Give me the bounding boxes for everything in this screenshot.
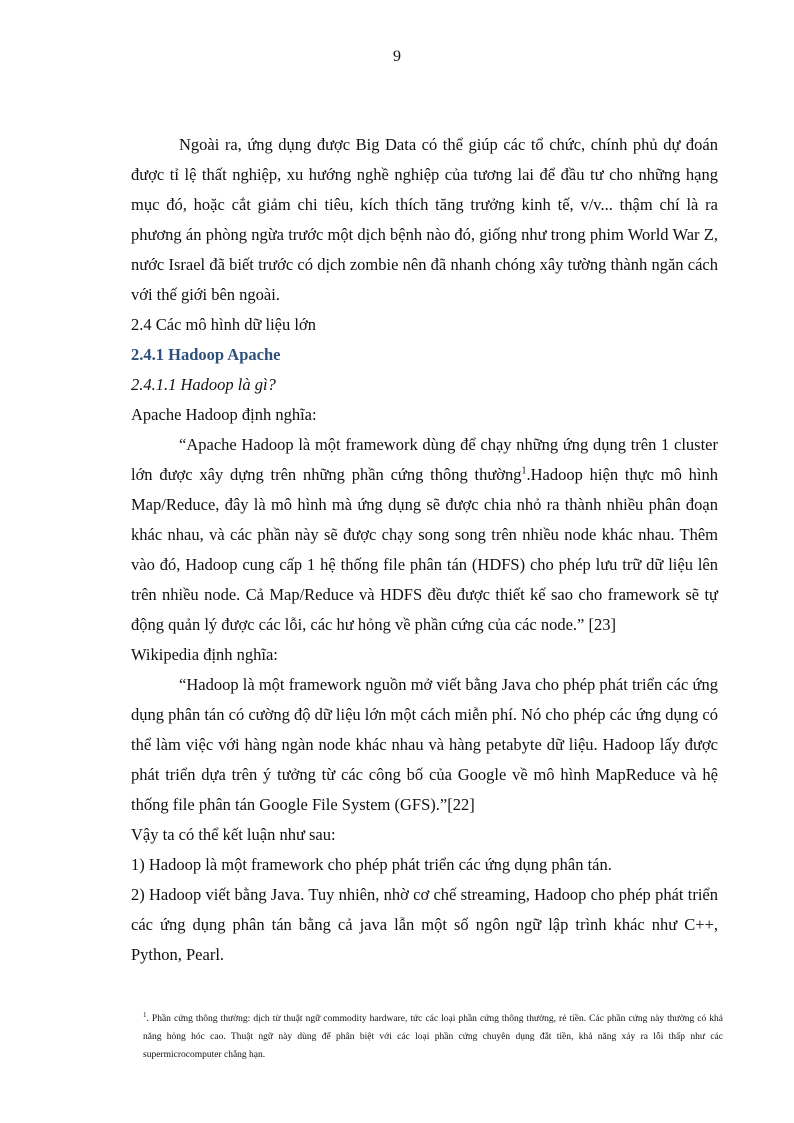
apache-definition-quote xyxy=(131,430,718,640)
page-number: 9 xyxy=(393,48,401,65)
conclusion-label: Vậy ta có thể kết luận như sau: xyxy=(131,825,336,844)
footnote-marker: 1 xyxy=(143,1010,147,1019)
subsection-heading: 2.4.1 Hadoop Apache xyxy=(131,345,281,364)
footnote-reference: 1 xyxy=(521,465,527,477)
intro-paragraph: Ngoài ra, ứng dụng được Big Data có thể giúp các tổ chức, chính phủ dự đoán được tỉ lệ thất nghiệp, xu hướng nghề nghiệp của tương lai để đầu tư cho những hạng mục đó, hoặc cắt giảm chi tiêu, kích thích tăng trưởng kinh tế, v/v... thậm chí là ra phương án phòng ngừa trước một dịch bệnh nào đó, giống như trong phim World War Z, nước Israel đã biết trước có dịch zombie nên đã nhanh chóng xây tường thành ngăn cách với thế giới bên ngoài. xyxy=(131,135,718,304)
list-item: 1) Hadoop là một framework cho phép phát triển các ứng dụng phân tán. xyxy=(131,855,612,874)
wikipedia-definition-quote: “Hadoop là một framework nguồn mở viết bằng Java cho phép phát triển các ứng dụng phân tán có cường độ dữ liệu lớn một cách miễn phí. Nó cho phép các ứng dụng có thể làm việc với hàng ngàn node khác nhau và hàng petabyte dữ liệu. Hadoop lấy được phát triển dựa trên ý tưởng từ các công bố của Google về mô hình MapReduce và hệ thống file phân tán Google File System (GFS).”[22] xyxy=(131,675,718,814)
page-body xyxy=(131,130,718,970)
apache-quote-part1: “Apache Hadoop là một framework dùng để chạy những ứng dụng trên 1 cluster lớn được xây dựng trên những phần cứng thông thường xyxy=(131,435,718,484)
wikipedia-definition-label: Wikipedia định nghĩa: xyxy=(131,645,278,664)
section-heading: 2.4 Các mô hình dữ liệu lớn xyxy=(131,315,316,334)
apache-definition-label: Apache Hadoop định nghĩa: xyxy=(131,405,317,424)
footnote-text: . Phần cứng thông thường: dịch từ thuật ngữ commodity hardware, tức các loại phần cứng thông thường, rẻ tiền. Các phần cứng này thường có khả năng hỏng hóc cao. Thuật ngữ này dùng để phân biệt với các loại phần cứng chuyên dụng đắt tiền, khả năng xảy ra lỗi thấp như các supermicrocomputer chẳng hạn. xyxy=(143,1014,723,1060)
apache-quote-part2: .Hadoop hiện thực mô hình Map/Reduce, đây là mô hình mà ứng dụng sẽ được chia nhỏ ra thành nhiều phân đoạn khác nhau, và các phần này sẽ được chạy song song trên nhiều node khác nhau. Thêm vào đó, Hadoop cung cấp 1 hệ thống file phân tán (HDFS) cho phép lưu trữ dữ liệu lên trên nhiều node. Cả Map/Reduce và HDFS đều được thiết kế sao cho framework sẽ tự động quản lý được các lỗi, các hư hỏng về phần cứng của các node.” [23] xyxy=(131,465,718,634)
footnote xyxy=(143,1010,723,1064)
subsubsection-heading: 2.4.1.1 Hadoop là gì? xyxy=(131,375,276,394)
list-item: 2) Hadoop viết bằng Java. Tuy nhiên, nhờ cơ chế streaming, Hadoop cho phép phát triển các ứng dụng phân tán bằng cả java lẫn một số ngôn ngữ lập trình khác như C++, Python, Pearl. xyxy=(131,885,718,964)
